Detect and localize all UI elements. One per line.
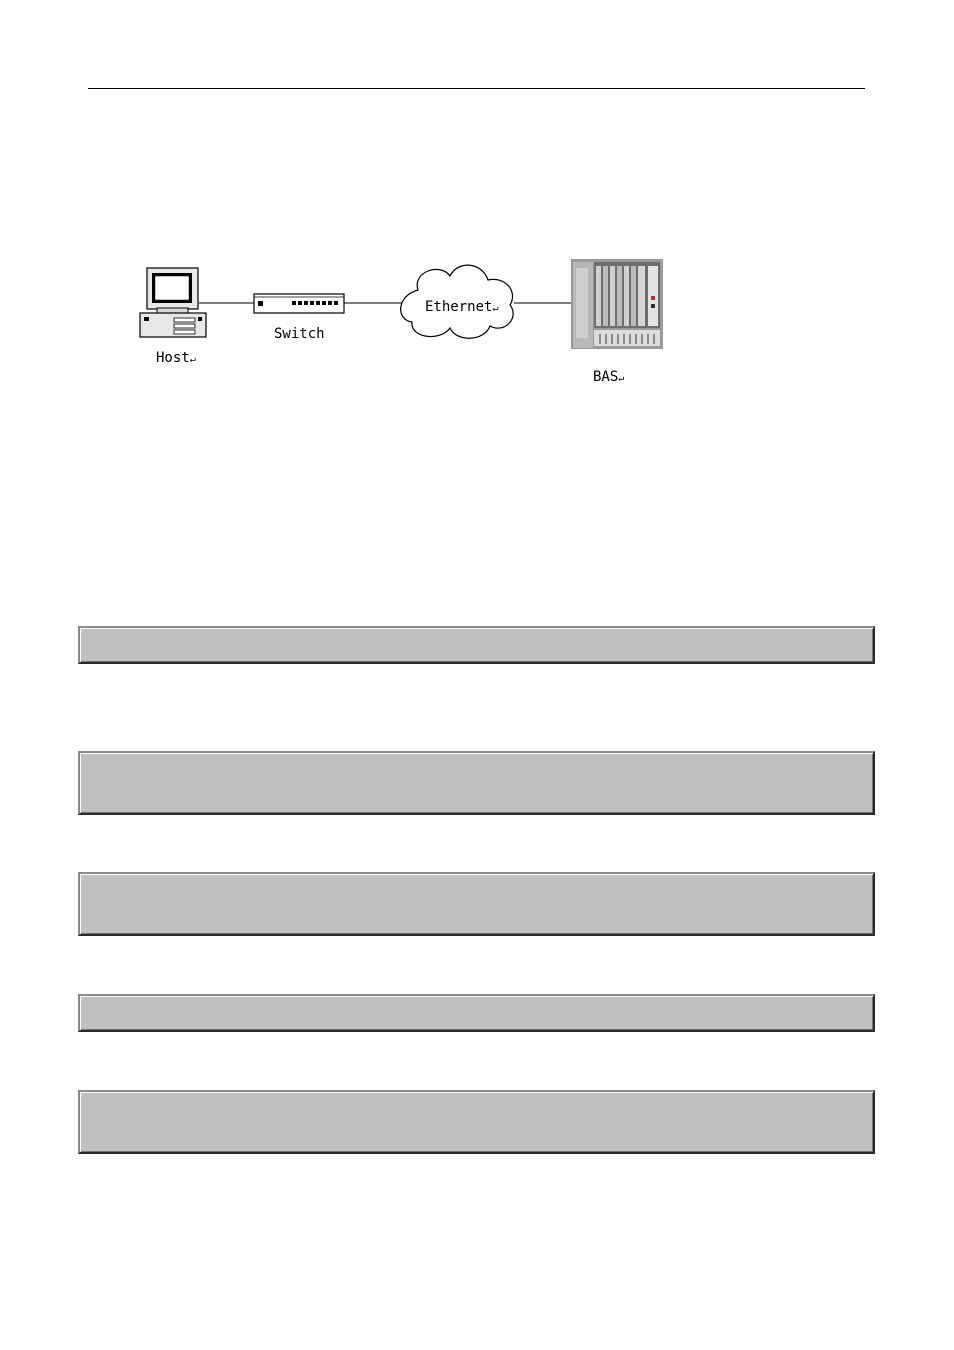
- label-host: Host↵: [156, 350, 196, 366]
- config-box-5: [78, 1090, 875, 1154]
- config-box-3: [78, 872, 875, 936]
- config-box-2: [78, 751, 875, 815]
- label-switch: Switch: [274, 326, 325, 342]
- rack-chassis-icon: [571, 259, 663, 349]
- config-box-4: [78, 994, 875, 1032]
- diagram-canvas: [0, 0, 954, 420]
- network-topology-diagram: [0, 0, 954, 420]
- label-ethernet: Ethernet↵: [425, 299, 499, 315]
- switch-icon: [254, 294, 344, 313]
- config-box-1: [78, 626, 875, 664]
- label-bas: BAS↵: [593, 369, 625, 385]
- computer-icon: [140, 268, 206, 337]
